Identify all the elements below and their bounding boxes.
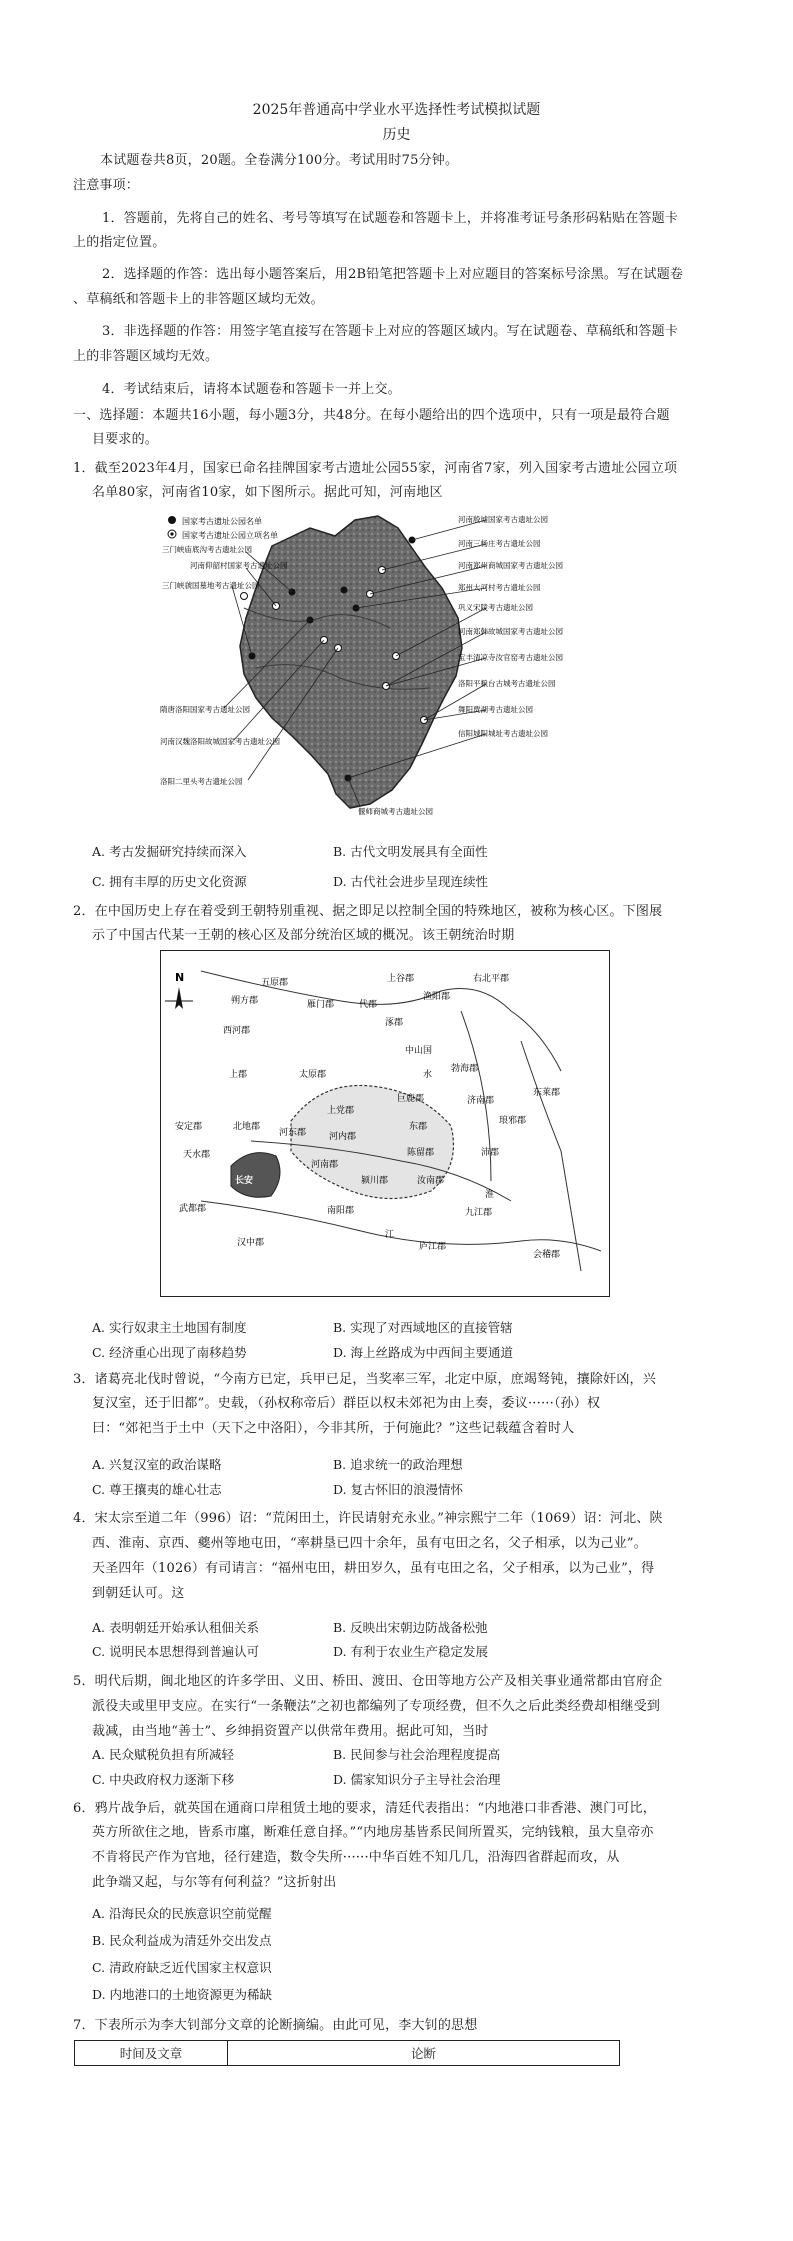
q6-option-d[interactable]: D. 内地港口的土地资源更为稀缺: [92, 1987, 273, 2002]
q6-line-4: 此争端又起，与尔等有何利益？”这折射出: [92, 1875, 337, 1890]
q7-col-thesis: 论断: [228, 2041, 620, 2066]
map-place-10: 渔阳郡: [423, 992, 451, 1002]
q6-line-2: 英方所欲住之地，皆系市廛，断难任意自择。”“内地房基皆系民间所置买，完纳钱粮，虽大皇帝亦: [92, 1825, 654, 1840]
map-place-38: 江: [385, 1230, 395, 1240]
q1-option-d[interactable]: D. 古代社会进步呈现连续性: [333, 874, 489, 889]
map-label-right-11: 偃师商城考古遗址公园: [358, 807, 433, 816]
q4-option-a[interactable]: A. 表明朝廷开始承认租佃关系: [92, 1620, 259, 1635]
capital-region: [231, 1153, 280, 1198]
q3-option-b[interactable]: B. 追求统一的政治理想: [333, 1457, 463, 1472]
note-2a: 2．选择题的作答：选出每小题答案后，用2B铅笔把答题卡上对应题目的答案标号涂黑。写在试题卷: [102, 267, 684, 282]
q2-option-c[interactable]: C. 经济重心出现了南移趋势: [92, 1345, 247, 1360]
q5-line-3: 裁减，由当地“善士”、乡绅捐资置产以供常年费用。据此可知，当时: [92, 1724, 489, 1739]
map-place-7: 武都郡: [179, 1204, 207, 1214]
q5-option-d[interactable]: D. 儒家知识分子主导社会治理: [333, 1772, 501, 1787]
q6-option-b[interactable]: B. 民众利益成为清廷外交出发点: [92, 1933, 272, 1948]
map-place-13: 代郡: [359, 1000, 378, 1010]
map-place-20: 河内郡: [329, 1132, 357, 1142]
note-3a: 3．非选择题的作答：用签字笔直接写在答题卡上对应的答题区域内。写在试题卷、草稿纸和答题卡: [102, 324, 679, 339]
map-place-25: 琅邪郡: [499, 1116, 527, 1126]
q1-stem-2: 名单80家，河南省10家，如下图所示。据此可知，河南地区: [92, 485, 443, 500]
section1-b: 目要求的。: [92, 432, 159, 447]
notes-heading: 注意事项：: [73, 178, 140, 193]
note-1b: 上的指定位置。: [73, 235, 166, 250]
q3-option-d[interactable]: D. 复古怀旧的浪漫情怀: [333, 1482, 464, 1497]
map-place-3: 上郡: [229, 1070, 248, 1080]
map-place-28: 河南郡: [311, 1160, 339, 1170]
q5-line-2: 派役夫或里甲支应。在实行“一条鞭法”之初也都编列了专项经费，但不久之后此类经费却相继受到: [92, 1699, 661, 1714]
exam-title: 2025年普通高中学业水平选择性考试模拟试题: [252, 102, 541, 118]
q3-option-a[interactable]: A. 兴复汉室的政治谋略: [92, 1457, 222, 1472]
q4-line-3: 天圣四年（1026）有司请言：“福州屯田，耕田岁久，虽有屯田之名，父子相承，以为己业”，得: [92, 1561, 655, 1576]
map-place-35: 长安: [235, 1176, 254, 1186]
q3-line-1: 3．诸葛亮北伐时曾说，“今南方已定，兵甲已足，当奖率三军，北定中原，庶竭驽钝，攘除奸凶，兴: [73, 1372, 656, 1387]
q5-line-1: 5．明代后期，闽北地区的许多学田、义田、桥田、渡田、仓田等地方公产及相关事业通常都由官府企: [73, 1674, 663, 1689]
map-place-37: 淮: [485, 1190, 495, 1200]
q3-option-c[interactable]: C. 尊王攘夷的雄心壮志: [92, 1482, 222, 1497]
map-label-right-1: 河南殷墟国家考古遗址公园: [458, 515, 548, 524]
q6-line-1: 6．鸦片战争后，就英国在通商口岸租赁土地的要求，清廷代表指出：“内地港口非香港、澳门可比，: [73, 1801, 656, 1816]
map-place-32: 九江郡: [465, 1208, 493, 1218]
svg-text:N: N: [175, 971, 185, 984]
map-label-right-3: 河南郑州商城国家考古遗址公园: [458, 561, 563, 570]
map-place-4: 北地郡: [233, 1122, 261, 1132]
q5-option-a[interactable]: A. 民众赋税负担有所减轻: [92, 1747, 234, 1762]
map-place-22: 东郡: [409, 1122, 428, 1132]
note-3b: 上的非答题区域均无效。: [73, 349, 219, 364]
map-place-30: 汝南郡: [417, 1176, 445, 1186]
q6-option-a[interactable]: A. 沿海民众的民族意识空前觉醒: [92, 1906, 272, 1921]
q5-option-b[interactable]: B. 民间参与社会治理程度提高: [333, 1747, 501, 1762]
q2-option-b[interactable]: B. 实现了对西域地区的直接管辖: [333, 1320, 513, 1335]
map-place-5: 安定郡: [175, 1122, 203, 1132]
map-place-21: 巨鹿郡: [397, 1094, 425, 1104]
map-place-11: 右北平郡: [473, 974, 510, 984]
map-place-18: 上党郡: [327, 1106, 355, 1116]
map-label-right-7: 宝丰清凉寺汝官窑考古遗址公园: [458, 653, 563, 662]
map-label-right-5: 巩义宋陵考古遗址公园: [458, 603, 533, 612]
q4-line-2: 西、淮南、京西、夔州等地屯田，“率耕垦已四十余年，虽有屯田之名，父子相承，以为己业”。: [92, 1536, 647, 1551]
legend-2: 国家考古遗址公园立项名单: [182, 531, 278, 540]
q2-stem-2: 示了中国古代某一王朝的核心区及部分统治区域的概况。该王朝统治时期: [92, 928, 515, 943]
section1-a: 一、选择题：本题共16小题，每小题3分，共48分。在每小题给出的四个选项中，只有一项是最符合题: [73, 408, 670, 423]
q6-line-3: 不肯将民产作为官地，径行建造，数令失所······中华百姓不知几几，沿海四省群起而攻，从: [92, 1850, 620, 1865]
map-label-right-9: 舞阳贾湖考古遗址公园: [458, 705, 533, 714]
q2-option-d[interactable]: D. 海上丝路成为中西间主要通道: [333, 1345, 514, 1360]
map-place-27: 沛郡: [481, 1148, 500, 1158]
map-place-33: 庐江郡: [419, 1242, 447, 1252]
q3-line-3: 曰：“郊祀当于土中（天下之中洛阳），今非其所，于何施此？”这些记载蕴含着时人: [92, 1421, 575, 1436]
q1-option-a[interactable]: A. 考古发掘研究持续而深入: [92, 844, 247, 859]
map-label-left-2: 河南仰韶村国家考古遗址公园: [190, 561, 288, 570]
map-place-15: 中山国: [405, 1046, 433, 1056]
q4-option-b[interactable]: B. 反映出宋朝边防战备松弛: [333, 1620, 488, 1635]
map-label-left-1: 三门峡庙底沟考古遗址公园: [162, 545, 252, 554]
note-1a: 1．答题前，先将自己的姓名、考号等填写在试题卷和答题卡上，并将准考证号条形码粘贴在答题卡: [102, 211, 679, 226]
map-label-right-4: 郑州大河村考古遗址公园: [458, 583, 541, 592]
map-label-left-4: 隋唐洛阳国家考古遗址公园: [160, 705, 250, 714]
map-place-0: 五原郡: [261, 978, 289, 988]
q4-option-d[interactable]: D. 有利于农业生产稳定发展: [333, 1644, 489, 1659]
map-place-16: 勃海郡: [451, 1064, 479, 1074]
map-place-17: 太原郡: [299, 1070, 327, 1080]
map-label-left-5: 河南汉魏洛阳故城国家考古遗址公园: [160, 737, 280, 746]
table-row: [75, 2041, 620, 2066]
henan-province-shape: [240, 516, 462, 808]
map-place-1: 朔方郡: [231, 996, 259, 1006]
map-place-6: 天水郡: [183, 1150, 211, 1160]
map-place-2: 西河郡: [223, 1026, 251, 1036]
q2-option-a[interactable]: A. 实行奴隶主土地国有制度: [92, 1320, 247, 1335]
q1-option-c[interactable]: C. 拥有丰厚的历史文化资源: [92, 874, 247, 889]
map-place-23: 济南郡: [467, 1096, 495, 1106]
map-place-31: 南阳郡: [327, 1206, 355, 1216]
map-place-9: 上谷郡: [387, 974, 415, 984]
map-place-24: 东莱郡: [533, 1088, 561, 1098]
map-label-left-3: 三门峡虢国墓地考古遗址公园: [162, 581, 260, 590]
map-place-8: 汉中郡: [237, 1238, 265, 1248]
map-place-14: 雁门郡: [307, 1000, 335, 1010]
map-place-29: 颍川郡: [361, 1176, 389, 1186]
map-label-right-8: 洛阳平粮台古城考古遗址公园: [458, 679, 556, 688]
note-2b: 、草稿纸和答题卡上的非答题区域均无效。: [73, 292, 324, 307]
exam-intro: 本试题卷共8页，20题。全卷满分100分。考试用时75分钟。: [100, 153, 459, 168]
legend-1: 国家考古遗址公园名单: [182, 517, 262, 526]
dynasty-map: [160, 950, 610, 1297]
q1-stem-1: 1．截至2023年4月，国家已命名挂牌国家考古遗址公园55家，河南省7家，列入国家考古遗址公园立项: [73, 461, 678, 476]
map-label-left-6: 洛阳二里头考古遗址公园: [160, 777, 243, 786]
map-place-36: 水: [423, 1070, 433, 1080]
q7-line-1: 7．下表所示为李大钊部分文章的论断摘编。由此可见，李大钊的思想: [73, 2018, 478, 2033]
map-label-right-2: 河南三杨庄考古遗址公园: [458, 539, 541, 548]
map-place-34: 会稽郡: [533, 1250, 561, 1260]
q3-line-2: 复汉室，还于旧都”。史载，（孙权称帝后）群臣以权未郊祀为由上奏，委议······（孙）权: [92, 1396, 601, 1411]
subject-title: 历史: [382, 127, 411, 143]
q6-option-c[interactable]: C. 清政府缺乏近代国家主权意识: [92, 1960, 272, 1975]
q2-stem-1: 2．在中国历史上存在着受到王朝特别重视、据之即足以控制全国的特殊地区，被称为核心区。下图展: [73, 904, 663, 919]
note-4: 4．考试结束后，请将本试题卷和答题卡一并上交。: [102, 382, 401, 397]
q4-line-1: 4．宋太宗至道二年（996）诏：“荒闲田土，许民请射充永业。”神宗熙宁二年（1069）诏：河北、陕: [73, 1511, 663, 1526]
dynasty-map-graphic: [161, 951, 609, 1296]
map-label-right-10: 信阳城阳城址考古遗址公园: [458, 729, 548, 738]
q7-table: [74, 2040, 620, 2066]
q7-col-time: 时间及文章: [75, 2041, 228, 2066]
q4-option-c[interactable]: C. 说明民本思想得到普遍认可: [92, 1644, 260, 1659]
henan-map: [160, 508, 600, 820]
north-arrow-icon: [165, 971, 193, 1009]
map-place-19: 河东郡: [279, 1128, 307, 1138]
q1-option-b[interactable]: B. 古代文明发展具有全面性: [333, 844, 488, 859]
q5-option-c[interactable]: C. 中央政府权力逐渐下移: [92, 1772, 235, 1787]
henan-map-graphic: [160, 508, 600, 820]
map-place-26: 陈留郡: [407, 1148, 435, 1158]
legend-dot-icon: [168, 516, 176, 524]
q4-line-4: 到朝廷认可。这: [92, 1586, 185, 1601]
map-label-right-6: 河南郑韩故城国家考古遗址公园: [458, 627, 563, 636]
map-place-12: 涿郡: [385, 1018, 404, 1028]
